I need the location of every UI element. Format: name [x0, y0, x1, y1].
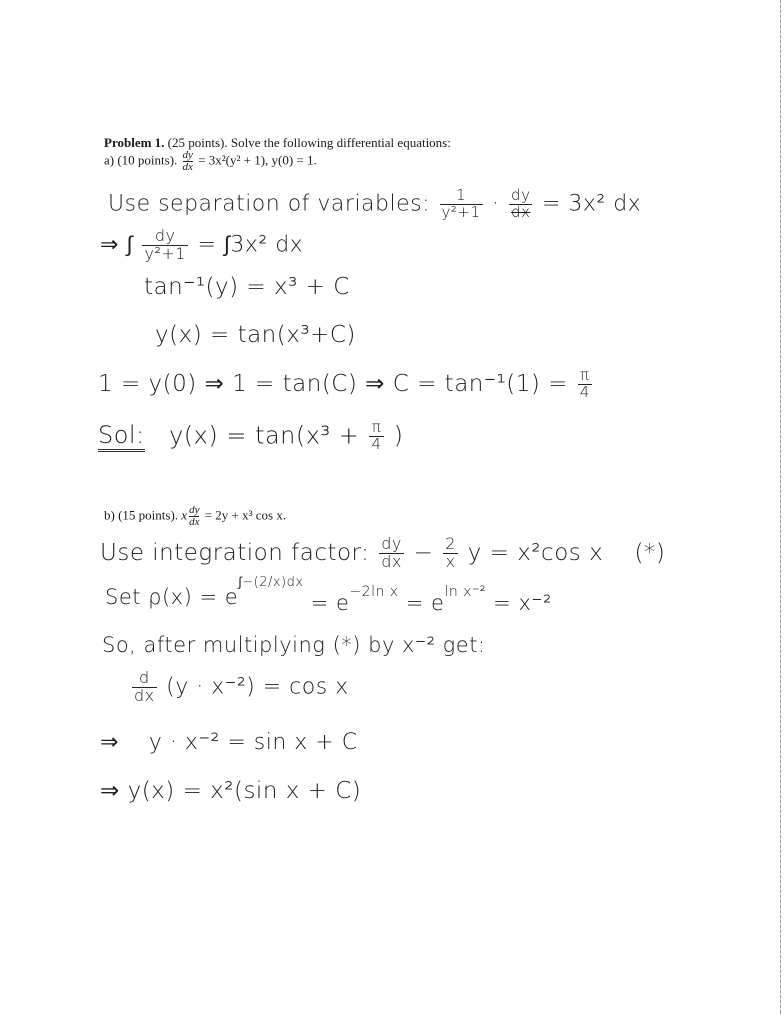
initial-condition-text: 1 = y(0) ⇒ 1 = tan(C) ⇒ C = tan⁻¹(1) =	[98, 370, 568, 397]
part-a-derivative	[183, 150, 193, 173]
part-b-derivative	[189, 505, 199, 528]
solution-b-line-5	[100, 730, 358, 755]
fraction-d-dx	[132, 670, 157, 705]
part-b-equation: = 2y + x³ cos x.	[204, 507, 287, 523]
solution-a-line-1	[108, 188, 641, 221]
part-a-equation: = 3x²(y² + 1), y(0) = 1.	[198, 152, 317, 168]
part-b-prefix: x	[181, 507, 188, 523]
frac-num: dy	[142, 228, 187, 246]
fraction-1-over-y2	[440, 188, 483, 221]
frac-den: dx	[511, 202, 531, 221]
frac-num: dy	[381, 534, 402, 553]
equals-x-inv2: = x⁻²	[493, 591, 552, 615]
fraction-dy-over-y2plus1	[142, 228, 187, 263]
implies-integrate-arrow: ⇒	[100, 730, 119, 755]
frac-den: dx	[189, 516, 200, 528]
equals-e-2: = e	[405, 591, 445, 615]
separation-text: Use separation of variables:	[108, 191, 431, 217]
integrated-result: y · x⁻² = sin x + C	[148, 730, 358, 755]
frac-num: π	[369, 420, 383, 437]
fraction-dy-dx	[379, 536, 404, 571]
solution-a-line-6	[98, 420, 404, 453]
frac-den: 4	[371, 434, 382, 453]
fraction-2-over-x	[443, 536, 458, 571]
problem-instructions: (25 points). Solve the following differential equations:	[164, 135, 451, 150]
solution-b-line-4	[130, 670, 349, 705]
integral-sign: ∫	[126, 232, 133, 258]
frac-den: x	[445, 551, 456, 571]
frac-num: 2	[445, 534, 456, 553]
frac-den: dx	[134, 685, 155, 705]
part-a-label: a) (10 points).	[104, 152, 178, 168]
rhs: = 3x² dx	[541, 191, 642, 217]
frac-num: 1	[440, 188, 483, 205]
frac-den: dx	[381, 551, 402, 571]
sol-label: Sol:	[98, 421, 145, 452]
solution-b-line-3: So, after multiplying (*) by x⁻² get:	[102, 633, 486, 657]
implies-integrate-arrow: ⇒	[100, 232, 119, 258]
solution-b-line-6: ⇒ y(x) = x²(sin x + C)	[100, 778, 362, 804]
fraction-pi-over-4	[578, 368, 592, 401]
solution-a-line-4: y(x) = tan(x³+C)	[155, 322, 356, 348]
solution-a-answer: y(x) = tan(x³ +	[169, 421, 360, 450]
solution-a-line-2	[100, 228, 303, 263]
frac-den: y²+1	[144, 243, 186, 263]
problem-header	[104, 135, 451, 151]
solution-a-line-3: tan⁻¹(y) = x³ + C	[144, 274, 350, 300]
rhs: (y · x⁻²) = cos x	[166, 674, 349, 700]
equation-tag: (*)	[634, 539, 666, 566]
frac-num: π	[578, 368, 592, 385]
fraction-pi-over-4	[369, 420, 383, 453]
frac-den: 4	[579, 382, 590, 401]
part-a-statement	[104, 150, 317, 173]
exponent-3: ln x⁻²	[444, 584, 486, 600]
solution-a-line-5	[98, 368, 594, 401]
set-rho-text: Set ρ(x) = e	[105, 585, 239, 609]
scan-page-edge	[780, 0, 781, 1015]
frac-den: y²+1	[441, 202, 481, 221]
solution-b-line-2	[105, 575, 552, 615]
frac-num: dy	[182, 149, 193, 161]
minus: −	[413, 539, 434, 566]
exponent-1: ∫−(2/x)dx	[238, 575, 304, 590]
equals-e-1: = e	[310, 591, 350, 615]
frac-num: dy	[189, 504, 200, 516]
solution-b-line-1	[100, 536, 665, 571]
rhs: = ∫3x² dx	[197, 232, 304, 258]
frac-num: dy	[511, 186, 531, 204]
dot: ·	[492, 191, 500, 217]
rhs: y = x²cos x	[467, 539, 604, 566]
frac-num: d	[132, 670, 157, 688]
close-paren: )	[393, 421, 404, 450]
problem-number: Problem 1.	[104, 135, 165, 150]
fraction-dy-dx	[509, 188, 532, 221]
integration-factor-text: Use integration factor:	[100, 539, 370, 566]
part-b-statement	[104, 505, 286, 528]
frac-den: dx	[182, 161, 193, 173]
part-b-label: b) (15 points).	[104, 507, 179, 523]
exponent-2: −2ln x	[349, 584, 399, 600]
